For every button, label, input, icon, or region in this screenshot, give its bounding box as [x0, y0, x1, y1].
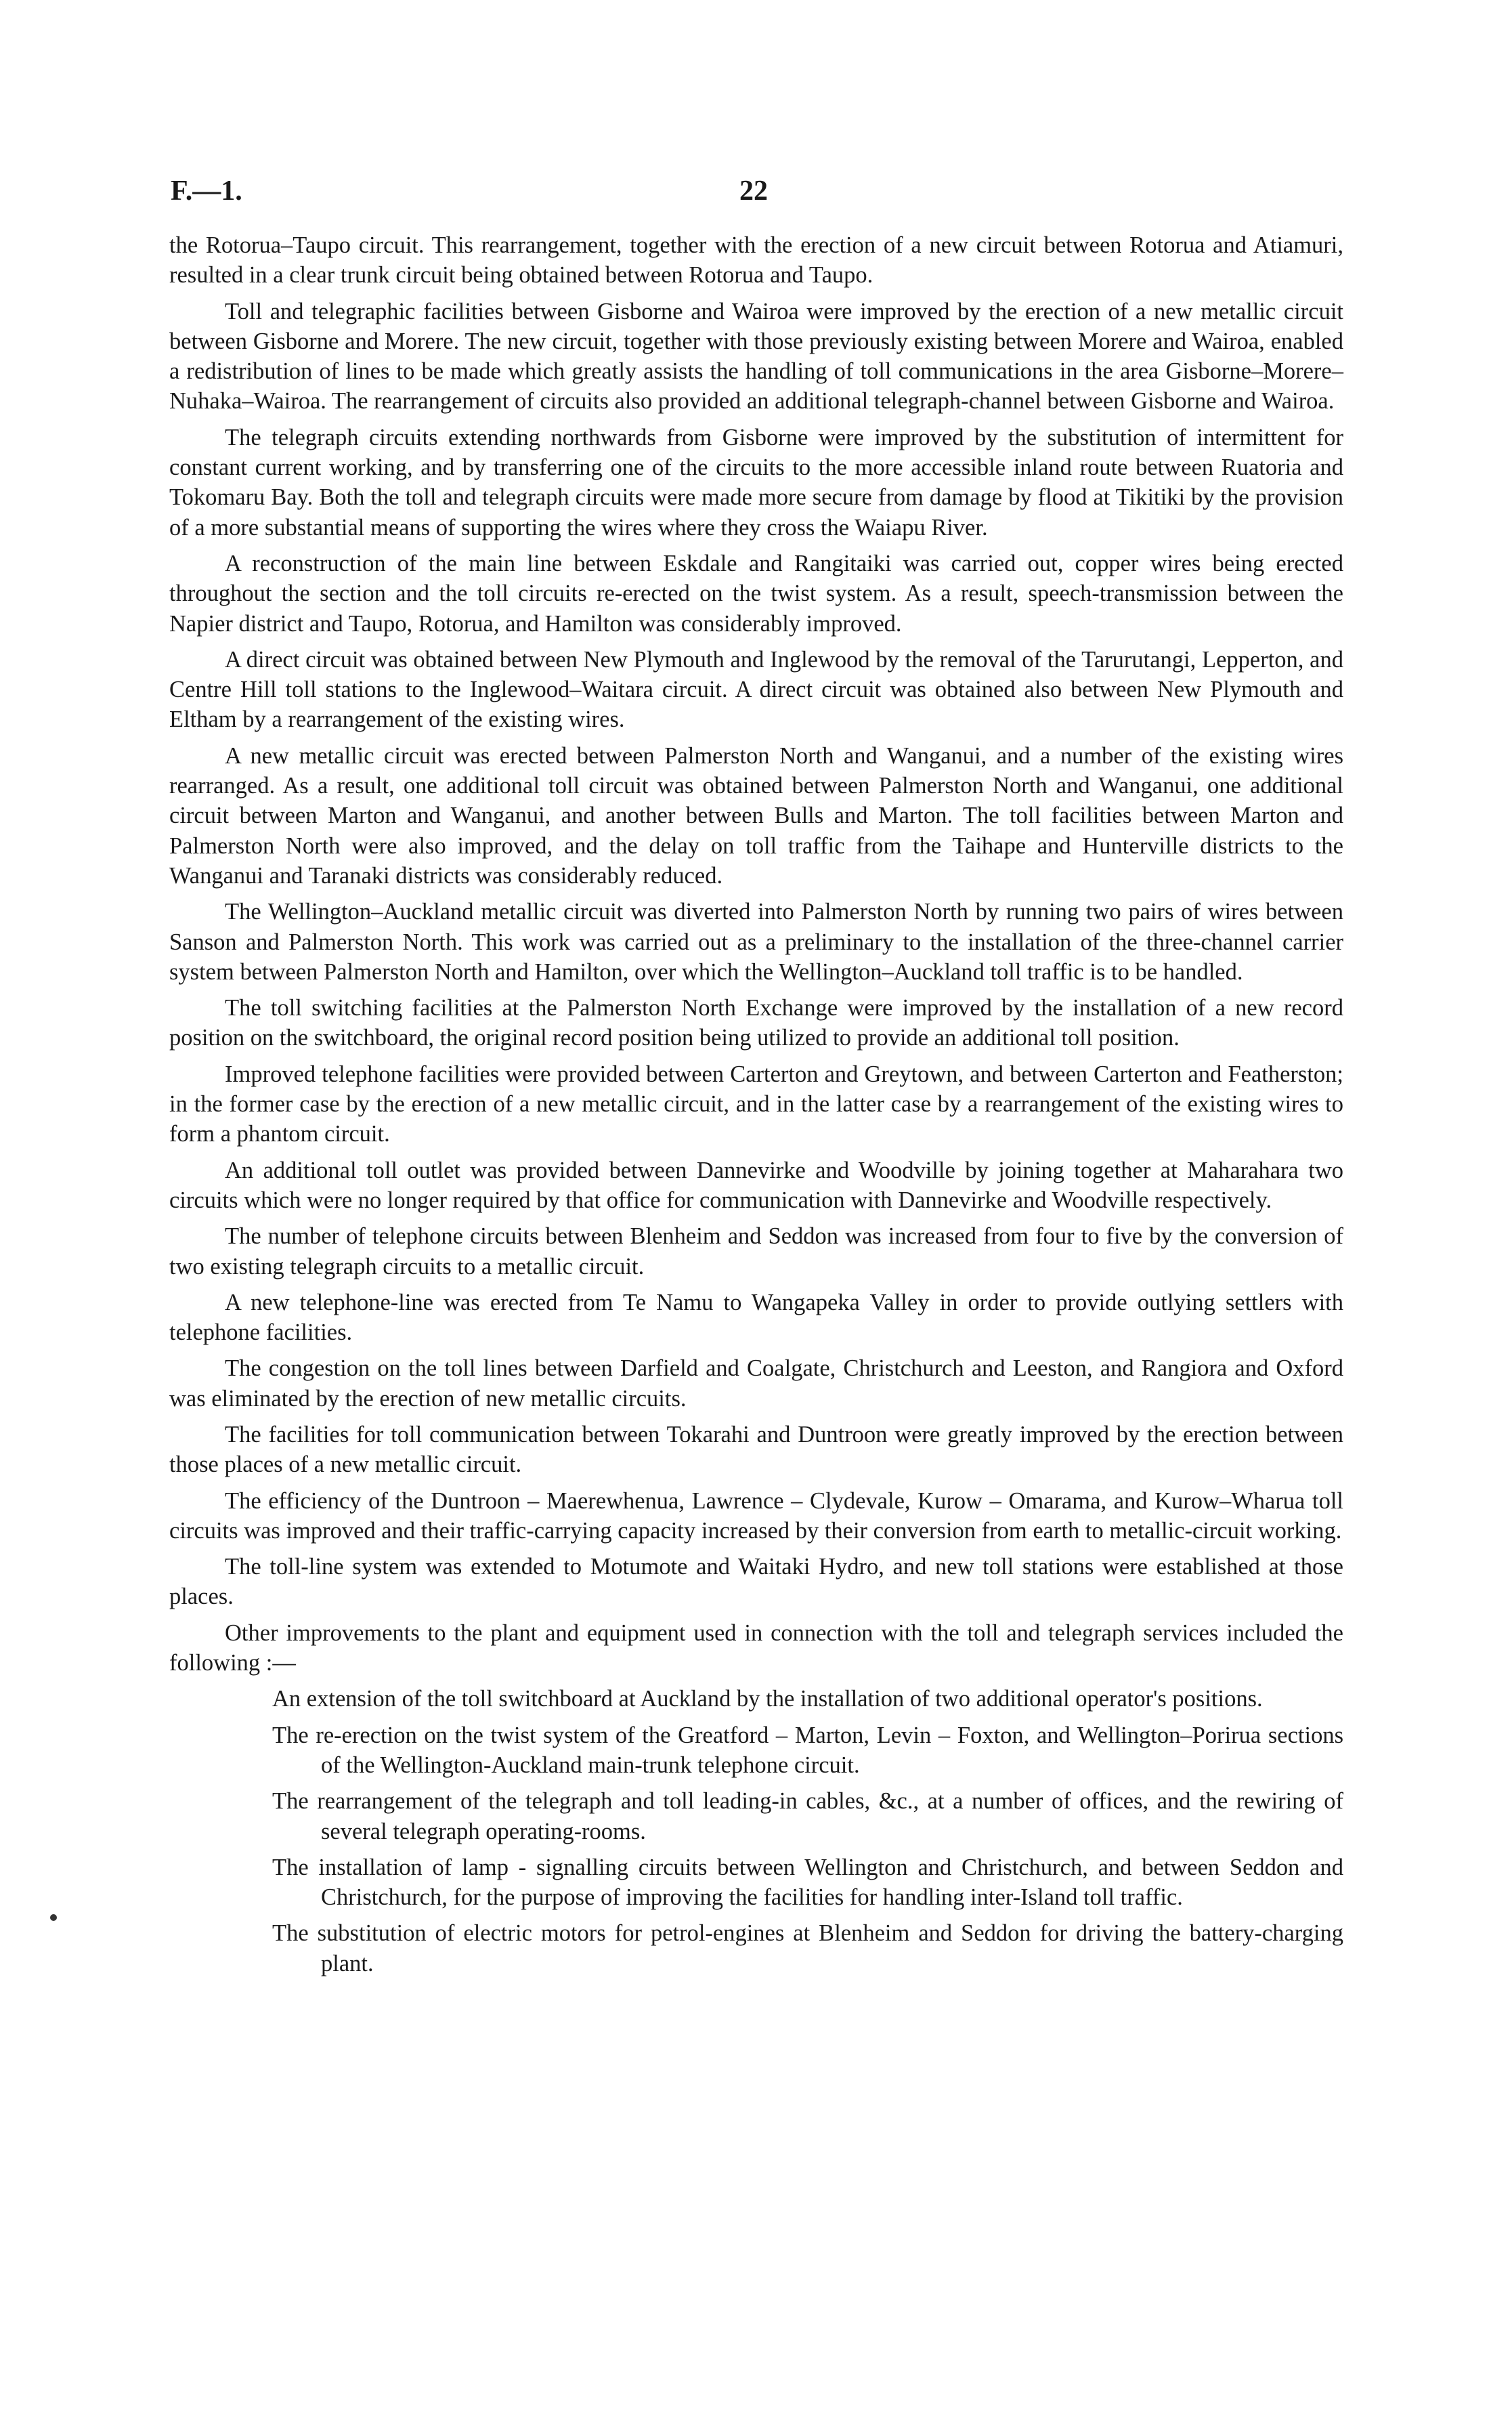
body-text — [169, 230, 1343, 1985]
paragraph: The efficiency of the Duntroon – Maerewhenua, Lawrence – Clydevale, Kurow – Omarama, and Kurow–Wharua toll circuits was improved and their traffic-carrying capacity increased by their conversion from earth to metallic-circuit working. — [169, 1487, 1343, 1544]
page-number: 22 — [739, 175, 768, 207]
paragraph: The Wellington–Auckland metallic circuit was diverted into Palmerston North by running two pairs of wires between Sanson and Palmerston North. This work was carried out as a preliminary to the installation of the three-channel carrier system between Palmerston North and Hamilton, over which the Wellington–Auckland toll traffic is to be handled. — [169, 899, 1343, 985]
margin-dot — [50, 1914, 57, 1921]
list-item: The substitution of electric motors for petrol-engines at Blenheim and Seddon for driving the battery-charging plant. — [272, 1920, 1343, 1976]
page-header — [171, 175, 1342, 215]
paragraph: Other improvements to the plant and equipment used in connection with the toll and telegraph services included the following :— — [169, 1620, 1343, 1676]
paragraph: The congestion on the toll lines between Darfield and Coalgate, Christchurch and Leeston, and Rangiora and Oxford was eliminated by the erection of new metallic circuits. — [169, 1355, 1343, 1412]
list-item: The installation of lamp - signalling circuits between Wellington and Christchurch, and between Seddon and Christchurch, for the purpose of improving the facilities for handling inter-Island toll traffic. — [272, 1854, 1343, 1911]
list-item: The rearrangement of the telegraph and toll leading-in cables, &c., at a number of offices, and the rewiring of several telegraph operating-rooms. — [272, 1788, 1343, 1844]
list-item: The re-erection on the twist system of the Greatford – Marton, Levin – Foxton, and Wellington–Porirua sections of the Wellington-Auckland main-trunk telephone circuit. — [272, 1722, 1343, 1778]
paragraph: Improved telephone facilities were provided between Carterton and Greytown, and between Carterton and Featherston; in the former case by the erection of a new metallic circuit, and in the latter case by a rearrangement of the existing wires to form a phantom circuit. — [169, 1061, 1343, 1147]
paragraph: The toll switching facilities at the Palmerston North Exchange were improved by the installation of a new record position on the switchboard, the original record position being utilized to provide an additional toll position. — [169, 995, 1343, 1051]
improvements-list — [169, 1684, 1343, 1979]
paragraph: An additional toll outlet was provided between Dannevirke and Woodville by joining together at Maharahara two circuits which were no longer required by that office for communication with Dannevirke and Woodville respectively. — [169, 1157, 1343, 1213]
paragraph: The telegraph circuits extending northwards from Gisborne were improved by the substitution of intermittent for constant current working, and by transferring one of the circuits to the more accessible inland route between Ruatoria and Tokomaru Bay. Both the toll and telegraph circuits were made more secure from damage by flood at Tikitiki by the provision of a more substantial means of supporting the wires where they cross the Waiapu River. — [169, 424, 1343, 541]
paragraph: A new metallic circuit was erected between Palmerston North and Wanganui, and a number of the existing wires rearranged. As a result, one additional toll circuit was obtained between Palmerston North and Wanganui, one additional circuit between Marton and Wanganui, and another between Bulls and Marton. The toll facilities between Marton and Palmerston North were also improved, and the delay on toll traffic from the Taihape and Hunterville districts to the Wanganui and Taranaki districts was considerably reduced. — [169, 742, 1343, 889]
paragraph: The facilities for toll communication between Tokarahi and Duntroon were greatly improved by the erection between those places of a new metallic circuit. — [169, 1421, 1343, 1478]
paragraph: A reconstruction of the main line between Eskdale and Rangitaiki was carried out, copper wires being erected throughout the section and the toll circuits re-erected on the twist system. As a result, speech-transmission between the Napier district and Taupo, Rotorua, and Hamilton was considerably improved. — [169, 550, 1343, 637]
list-item: An extension of the toll switchboard at Auckland by the installation of two additional operator's positions. — [272, 1686, 1263, 1712]
paragraph: The number of telephone circuits between Blenheim and Seddon was increased from four to five by the conversion of two existing telegraph circuits to a metallic circuit. — [169, 1223, 1343, 1279]
paragraph: A new telephone-line was erected from Te Namu to Wangapeka Valley in order to provide outlying settlers with telephone facilities. — [169, 1289, 1343, 1346]
paragraph: The toll-line system was extended to Motumote and Waitaki Hydro, and new toll stations were established at those places. — [169, 1554, 1343, 1610]
paragraph: Toll and telegraphic facilities between Gisborne and Wairoa were improved by the erection of a new metallic circuit between Gisborne and Morere. The new circuit, together with those previously existing between Morere and Wairoa, enabled a redistribution of lines to be made which greatly assists the handling of toll communications in the area Gisborne–Morere–Nuhaka–Wairoa. The rearrangement of circuits also provided an additional telegraph-channel between Gisborne and Wairoa. — [169, 298, 1343, 415]
paragraph: A direct circuit was obtained between New Plymouth and Inglewood by the removal of the Tarurutangi, Lepperton, and Centre Hill toll stations to the Inglewood–Waitara circuit. A direct circuit was obtained also between New Plymouth and Eltham by a rearrangement of the existing wires. — [169, 646, 1343, 733]
paragraph: the Rotorua–Taupo circuit. This rearrangement, together with the erection of a new circuit between Rotorua and Atiamuri, resulted in a clear trunk circuit being obtained between Rotorua and Taupo. — [169, 232, 1343, 289]
document-reference: F.—1. — [171, 175, 242, 207]
